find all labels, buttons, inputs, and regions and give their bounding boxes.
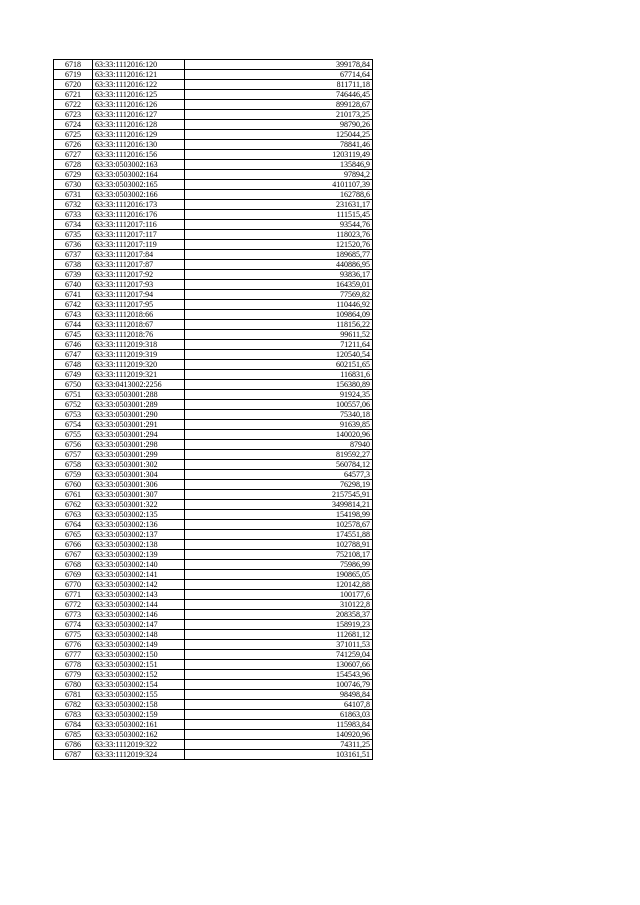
cadastral-number-cell: 63:33:0503002:162 (93, 730, 185, 740)
table-row (54, 730, 373, 740)
table-row (54, 580, 373, 590)
cadastral-number-cell: 63:33:1112016:120 (93, 60, 185, 70)
value-cell: 1203119,49 (185, 150, 373, 160)
cadastral-number-cell: 63:33:0503002:158 (93, 700, 185, 710)
table-row (54, 280, 373, 290)
cadastral-number-cell: 63:33:0503002:149 (93, 640, 185, 650)
row-number-cell: 6778 (54, 660, 93, 670)
value-cell: 98790,26 (185, 120, 373, 130)
row-number-cell: 6730 (54, 180, 93, 190)
value-cell: 899128,67 (185, 100, 373, 110)
cadastral-number-cell: 63:33:1112017:87 (93, 260, 185, 270)
table-row (54, 420, 373, 430)
value-cell: 112681,12 (185, 630, 373, 640)
value-cell: 74311,25 (185, 740, 373, 750)
value-cell: 100177,6 (185, 590, 373, 600)
value-cell: 102788,91 (185, 540, 373, 550)
row-number-cell: 6724 (54, 120, 93, 130)
table-row (54, 400, 373, 410)
value-cell: 118023,76 (185, 230, 373, 240)
row-number-cell: 6750 (54, 380, 93, 390)
row-number-cell: 6761 (54, 490, 93, 500)
row-number-cell: 6773 (54, 610, 93, 620)
table-row (54, 160, 373, 170)
row-number-cell: 6780 (54, 680, 93, 690)
cadastral-number-cell: 63:33:0503002:139 (93, 550, 185, 560)
table-row (54, 640, 373, 650)
value-cell: 120142,88 (185, 580, 373, 590)
value-cell: 602151,65 (185, 360, 373, 370)
row-number-cell: 6775 (54, 630, 93, 640)
table-row (54, 130, 373, 140)
cadastral-number-cell: 63:33:1112016:156 (93, 150, 185, 160)
row-number-cell: 6719 (54, 70, 93, 80)
table-row (54, 520, 373, 530)
value-cell: 109864,09 (185, 310, 373, 320)
table-row (54, 180, 373, 190)
cadastral-number-cell: 63:33:0503002:163 (93, 160, 185, 170)
row-number-cell: 6771 (54, 590, 93, 600)
table-row (54, 390, 373, 400)
row-number-cell: 6774 (54, 620, 93, 630)
value-cell: 75986,99 (185, 560, 373, 570)
row-number-cell: 6721 (54, 90, 93, 100)
value-cell: 440886,95 (185, 260, 373, 270)
table-row (54, 410, 373, 420)
row-number-cell: 6755 (54, 430, 93, 440)
row-number-cell: 6741 (54, 290, 93, 300)
cadastral-number-cell: 63:33:1112017:92 (93, 270, 185, 280)
value-cell: 78841,46 (185, 140, 373, 150)
table-row (54, 460, 373, 470)
row-number-cell: 6764 (54, 520, 93, 530)
cadastral-number-cell: 63:33:0503002:147 (93, 620, 185, 630)
row-number-cell: 6747 (54, 350, 93, 360)
row-number-cell: 6781 (54, 690, 93, 700)
value-cell: 130607,66 (185, 660, 373, 670)
table-row (54, 710, 373, 720)
row-number-cell: 6759 (54, 470, 93, 480)
value-cell: 93836,17 (185, 270, 373, 280)
row-number-cell: 6777 (54, 650, 93, 660)
cadastral-number-cell: 63:33:0503001:307 (93, 490, 185, 500)
cadastral-number-cell: 63:33:0503002:142 (93, 580, 185, 590)
cadastral-number-cell: 63:33:0503001:294 (93, 430, 185, 440)
cadastral-number-cell: 63:33:1112016:173 (93, 200, 185, 210)
cadastral-number-cell: 63:33:0503002:152 (93, 670, 185, 680)
cadastral-number-cell: 63:33:1112018:66 (93, 310, 185, 320)
row-number-cell: 6745 (54, 330, 93, 340)
table-row (54, 750, 373, 760)
table-row (54, 690, 373, 700)
table-row (54, 440, 373, 450)
cadastral-number-cell: 63:33:0503002:146 (93, 610, 185, 620)
cadastral-number-cell: 63:33:0503002:165 (93, 180, 185, 190)
row-number-cell: 6763 (54, 510, 93, 520)
cadastral-number-cell: 63:33:1112019:321 (93, 370, 185, 380)
cadastral-number-cell: 63:33:0503002:141 (93, 570, 185, 580)
table-row (54, 670, 373, 680)
value-cell: 118156,22 (185, 320, 373, 330)
row-number-cell: 6748 (54, 360, 93, 370)
table-row (54, 340, 373, 350)
value-cell: 110446,92 (185, 300, 373, 310)
row-number-cell: 6740 (54, 280, 93, 290)
cadastral-number-cell: 63:33:1112018:67 (93, 320, 185, 330)
table-row (54, 370, 373, 380)
table-row (54, 250, 373, 260)
value-cell: 2157545,91 (185, 490, 373, 500)
cadastral-number-cell: 63:33:0503002:159 (93, 710, 185, 720)
value-cell: 231631,17 (185, 200, 373, 210)
row-number-cell: 6785 (54, 730, 93, 740)
value-cell: 77569,82 (185, 290, 373, 300)
cadastral-number-cell: 63:33:0503001:322 (93, 500, 185, 510)
cadastral-number-cell: 63:33:0503002:140 (93, 560, 185, 570)
table-row (54, 310, 373, 320)
cadastral-number-cell: 63:33:0503002:166 (93, 190, 185, 200)
table-row (54, 590, 373, 600)
row-number-cell: 6770 (54, 580, 93, 590)
table-row (54, 70, 373, 80)
table-row (54, 170, 373, 180)
table-row (54, 190, 373, 200)
row-number-cell: 6765 (54, 530, 93, 540)
table-row (54, 540, 373, 550)
cadastral-number-cell: 63:33:1112016:126 (93, 100, 185, 110)
value-cell: 125044,25 (185, 130, 373, 140)
cadastral-number-cell: 63:33:0503002:164 (93, 170, 185, 180)
value-cell: 111515,45 (185, 210, 373, 220)
cadastral-number-cell: 63:33:1112016:125 (93, 90, 185, 100)
value-cell: 93544,76 (185, 220, 373, 230)
table-row (54, 530, 373, 540)
cadastral-number-cell: 63:33:0503001:290 (93, 410, 185, 420)
cadastral-number-cell: 63:33:1112019:319 (93, 350, 185, 360)
cadastral-number-cell: 63:33:1112016:129 (93, 130, 185, 140)
row-number-cell: 6743 (54, 310, 93, 320)
value-cell: 120540,54 (185, 350, 373, 360)
row-number-cell: 6723 (54, 110, 93, 120)
table-row (54, 450, 373, 460)
row-number-cell: 6752 (54, 400, 93, 410)
table-row (54, 220, 373, 230)
cadastral-number-cell: 63:33:1112016:130 (93, 140, 185, 150)
value-cell: 100746,79 (185, 680, 373, 690)
table-row (54, 230, 373, 240)
table-row (54, 430, 373, 440)
cadastral-number-cell: 63:33:0503002:144 (93, 600, 185, 610)
row-number-cell: 6727 (54, 150, 93, 160)
table-row (54, 600, 373, 610)
table-row (54, 120, 373, 130)
row-number-cell: 6725 (54, 130, 93, 140)
cadastral-number-cell: 63:33:0503002:155 (93, 690, 185, 700)
value-cell: 752108,17 (185, 550, 373, 560)
cadastral-number-cell: 63:33:1112019:320 (93, 360, 185, 370)
value-cell: 154543,96 (185, 670, 373, 680)
cadastral-number-cell: 63:33:0503002:135 (93, 510, 185, 520)
value-cell: 210173,25 (185, 110, 373, 120)
value-cell: 310122,8 (185, 600, 373, 610)
row-number-cell: 6767 (54, 550, 93, 560)
cadastral-number-cell: 63:33:1112017:116 (93, 220, 185, 230)
cadastral-number-cell: 63:33:0503002:151 (93, 660, 185, 670)
cadastral-number-cell: 63:33:0503001:304 (93, 470, 185, 480)
value-cell: 116831,6 (185, 370, 373, 380)
row-number-cell: 6736 (54, 240, 93, 250)
value-cell: 91639,85 (185, 420, 373, 430)
value-cell: 371011,53 (185, 640, 373, 650)
table-row (54, 470, 373, 480)
cadastral-number-cell: 63:33:1112016:176 (93, 210, 185, 220)
cadastral-number-cell: 63:33:0503001:302 (93, 460, 185, 470)
cadastral-number-cell: 63:33:0503001:298 (93, 440, 185, 450)
table-row (54, 680, 373, 690)
table-row (54, 290, 373, 300)
cadastral-number-cell: 63:33:1112017:117 (93, 230, 185, 240)
cadastral-number-cell: 63:33:0503001:291 (93, 420, 185, 430)
cadastral-number-cell: 63:33:0503002:138 (93, 540, 185, 550)
cadastral-number-cell: 63:33:0503001:299 (93, 450, 185, 460)
value-cell: 158919,23 (185, 620, 373, 630)
value-cell: 103161,51 (185, 750, 373, 760)
cadastral-number-cell: 63:33:0503001:306 (93, 480, 185, 490)
row-number-cell: 6779 (54, 670, 93, 680)
cadastral-number-cell: 63:33:1112016:122 (93, 80, 185, 90)
row-number-cell: 6739 (54, 270, 93, 280)
table-row (54, 80, 373, 90)
row-number-cell: 6746 (54, 340, 93, 350)
value-cell: 100557,06 (185, 400, 373, 410)
cadastral-number-cell: 63:33:1112018:76 (93, 330, 185, 340)
value-cell: 98498,84 (185, 690, 373, 700)
row-number-cell: 6776 (54, 640, 93, 650)
row-number-cell: 6744 (54, 320, 93, 330)
data-table (53, 59, 373, 760)
value-cell: 4101107,39 (185, 180, 373, 190)
row-number-cell: 6782 (54, 700, 93, 710)
value-cell: 174551,88 (185, 530, 373, 540)
table-row (54, 100, 373, 110)
row-number-cell: 6784 (54, 720, 93, 730)
value-cell: 135846,9 (185, 160, 373, 170)
row-number-cell: 6787 (54, 750, 93, 760)
row-number-cell: 6756 (54, 440, 93, 450)
value-cell: 3499814,21 (185, 500, 373, 510)
row-number-cell: 6720 (54, 80, 93, 90)
cadastral-number-cell: 63:33:1112019:324 (93, 750, 185, 760)
row-number-cell: 6749 (54, 370, 93, 380)
table-body (54, 60, 373, 760)
value-cell: 87940 (185, 440, 373, 450)
table-row (54, 620, 373, 630)
row-number-cell: 6733 (54, 210, 93, 220)
row-number-cell: 6726 (54, 140, 93, 150)
value-cell: 75340,18 (185, 410, 373, 420)
row-number-cell: 6786 (54, 740, 93, 750)
row-number-cell: 6760 (54, 480, 93, 490)
cadastral-number-cell: 63:33:1112017:119 (93, 240, 185, 250)
row-number-cell: 6772 (54, 600, 93, 610)
value-cell: 97894,2 (185, 170, 373, 180)
table-row (54, 560, 373, 570)
row-number-cell: 6735 (54, 230, 93, 240)
cadastral-number-cell: 63:33:0503002:161 (93, 720, 185, 730)
row-number-cell: 6718 (54, 60, 93, 70)
table-row (54, 260, 373, 270)
value-cell: 67714,64 (185, 70, 373, 80)
table-row (54, 270, 373, 280)
value-cell: 61863,03 (185, 710, 373, 720)
table-row (54, 510, 373, 520)
row-number-cell: 6737 (54, 250, 93, 260)
table-row (54, 140, 373, 150)
table-row (54, 740, 373, 750)
table-row (54, 550, 373, 560)
cadastral-number-cell: 63:33:0503002:150 (93, 650, 185, 660)
value-cell: 140920,96 (185, 730, 373, 740)
value-cell: 64577,3 (185, 470, 373, 480)
row-number-cell: 6757 (54, 450, 93, 460)
value-cell: 154198,99 (185, 510, 373, 520)
table-row (54, 360, 373, 370)
row-number-cell: 6769 (54, 570, 93, 580)
table-row (54, 630, 373, 640)
cadastral-number-cell: 63:33:1112016:128 (93, 120, 185, 130)
table-row (54, 610, 373, 620)
table-row (54, 330, 373, 340)
row-number-cell: 6738 (54, 260, 93, 270)
table-row (54, 350, 373, 360)
cadastral-number-cell: 63:33:1112016:127 (93, 110, 185, 120)
table-row (54, 720, 373, 730)
value-cell: 76298,19 (185, 480, 373, 490)
value-cell: 91924,35 (185, 390, 373, 400)
cadastral-number-cell: 63:33:1112019:322 (93, 740, 185, 750)
value-cell: 102578,67 (185, 520, 373, 530)
value-cell: 399178,84 (185, 60, 373, 70)
cadastral-number-cell: 63:33:1112017:93 (93, 280, 185, 290)
value-cell: 71211,64 (185, 340, 373, 350)
value-cell: 811711,18 (185, 80, 373, 90)
value-cell: 560784,12 (185, 460, 373, 470)
row-number-cell: 6754 (54, 420, 93, 430)
row-number-cell: 6751 (54, 390, 93, 400)
table-row (54, 570, 373, 580)
row-number-cell: 6753 (54, 410, 93, 420)
table-row (54, 500, 373, 510)
cadastral-number-cell: 63:33:1112017:95 (93, 300, 185, 310)
value-cell: 164359,01 (185, 280, 373, 290)
row-number-cell: 6766 (54, 540, 93, 550)
value-cell: 140020,96 (185, 430, 373, 440)
table-row (54, 60, 373, 70)
cadastral-number-cell: 63:33:0503002:137 (93, 530, 185, 540)
cadastral-number-cell: 63:33:1112016:121 (93, 70, 185, 80)
table-row (54, 210, 373, 220)
table-row (54, 150, 373, 160)
row-number-cell: 6742 (54, 300, 93, 310)
row-number-cell: 6783 (54, 710, 93, 720)
table-row (54, 110, 373, 120)
cadastral-number-cell: 63:33:0503002:154 (93, 680, 185, 690)
table-row (54, 490, 373, 500)
value-cell: 746446,45 (185, 90, 373, 100)
cadastral-number-cell: 63:33:0503001:289 (93, 400, 185, 410)
table-row (54, 200, 373, 210)
cadastral-number-cell: 63:33:0503002:148 (93, 630, 185, 640)
row-number-cell: 6732 (54, 200, 93, 210)
row-number-cell: 6768 (54, 560, 93, 570)
value-cell: 189685,77 (185, 250, 373, 260)
table-row (54, 480, 373, 490)
value-cell: 64107,8 (185, 700, 373, 710)
table-row (54, 650, 373, 660)
row-number-cell: 6722 (54, 100, 93, 110)
cadastral-number-cell: 63:33:0503001:288 (93, 390, 185, 400)
row-number-cell: 6729 (54, 170, 93, 180)
value-cell: 208358,37 (185, 610, 373, 620)
cadastral-number-cell: 63:33:1112019:318 (93, 340, 185, 350)
table-row (54, 320, 373, 330)
value-cell: 819592,27 (185, 450, 373, 460)
cadastral-number-cell: 63:33:0413002:2256 (93, 380, 185, 390)
table-row (54, 240, 373, 250)
cadastral-number-cell: 63:33:1112017:94 (93, 290, 185, 300)
value-cell: 121520,76 (185, 240, 373, 250)
table-row (54, 660, 373, 670)
row-number-cell: 6728 (54, 160, 93, 170)
table-row (54, 380, 373, 390)
value-cell: 741259,04 (185, 650, 373, 660)
value-cell: 115983,84 (185, 720, 373, 730)
row-number-cell: 6758 (54, 460, 93, 470)
value-cell: 99611,52 (185, 330, 373, 340)
table-row (54, 700, 373, 710)
row-number-cell: 6731 (54, 190, 93, 200)
table-row (54, 90, 373, 100)
value-cell: 190865,05 (185, 570, 373, 580)
cadastral-number-cell: 63:33:0503002:136 (93, 520, 185, 530)
row-number-cell: 6762 (54, 500, 93, 510)
cadastral-number-cell: 63:33:0503002:143 (93, 590, 185, 600)
row-number-cell: 6734 (54, 220, 93, 230)
value-cell: 162788,6 (185, 190, 373, 200)
value-cell: 156380,89 (185, 380, 373, 390)
cadastral-number-cell: 63:33:1112017:84 (93, 250, 185, 260)
table-row (54, 300, 373, 310)
